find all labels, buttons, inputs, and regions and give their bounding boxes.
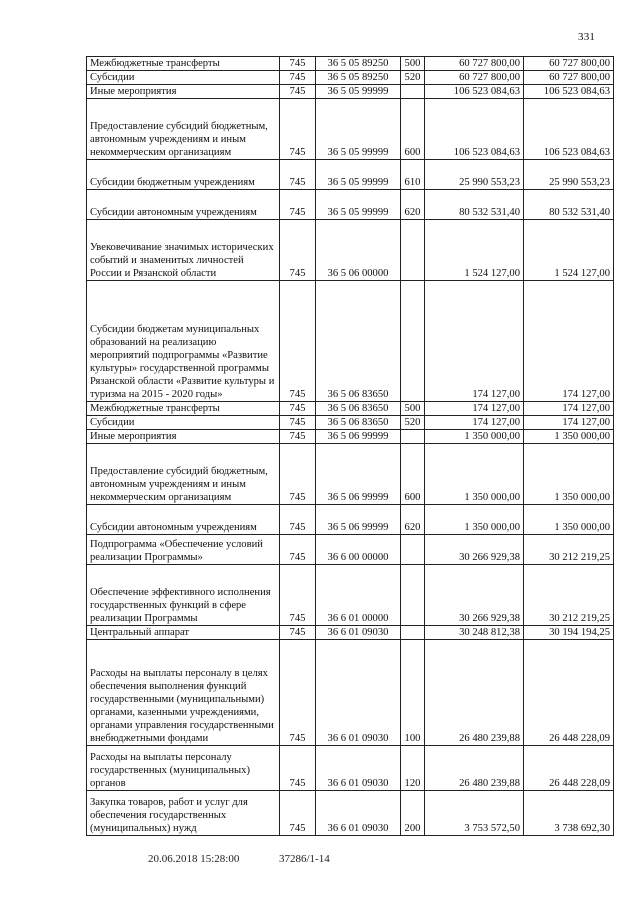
dept-code: 745 — [280, 626, 316, 640]
row-name: Расходы на выплаты персоналу в целях обеспечения выполнения функций государственными (муниципальными) органами, казенными учреждениями, органами управления государственными внебюджетными фондами — [87, 640, 280, 746]
dept-code: 745 — [280, 220, 316, 281]
table-row — [87, 71, 614, 85]
target-article: 36 6 01 09030 — [316, 626, 401, 640]
amount-2018: 1 350 000,00 — [425, 430, 524, 444]
dept-code: 745 — [280, 430, 316, 444]
amount-2019: 1 350 000,00 — [524, 444, 614, 505]
table-row — [87, 505, 614, 535]
amount-2019: 26 448 228,09 — [524, 640, 614, 746]
amount-2018: 80 532 531,40 — [425, 190, 524, 220]
expense-type: 620 — [401, 190, 425, 220]
table-row — [87, 281, 614, 402]
dept-code: 745 — [280, 535, 316, 565]
amount-2019: 174 127,00 — [524, 416, 614, 430]
row-name: Предоставление субсидий бюджетным, автономным учреждениям и иным некоммерческим организациям — [87, 99, 280, 160]
dept-code: 745 — [280, 57, 316, 71]
row-name: Межбюджетные трансферты — [87, 57, 280, 71]
amount-2018: 1 524 127,00 — [425, 220, 524, 281]
row-name: Закупка товаров, работ и услуг для обеспечения государственных (муниципальных) нужд — [87, 791, 280, 836]
amount-2018: 1 350 000,00 — [425, 505, 524, 535]
dept-code: 745 — [280, 85, 316, 99]
amount-2018: 174 127,00 — [425, 402, 524, 416]
table-row — [87, 535, 614, 565]
expense-type — [401, 281, 425, 402]
table-row — [87, 565, 614, 626]
amount-2019: 3 738 692,30 — [524, 791, 614, 836]
expense-type — [401, 535, 425, 565]
table-row — [87, 402, 614, 416]
expense-type: 520 — [401, 71, 425, 85]
target-article: 36 5 06 99999 — [316, 505, 401, 535]
expense-type: 500 — [401, 402, 425, 416]
row-name: Межбюджетные трансферты — [87, 402, 280, 416]
dept-code: 745 — [280, 640, 316, 746]
table-row — [87, 99, 614, 160]
target-article: 36 6 01 00000 — [316, 565, 401, 626]
row-name: Подпрограмма «Обеспечение условий реализации Программы» — [87, 535, 280, 565]
amount-2018: 60 727 800,00 — [425, 57, 524, 71]
expense-type — [401, 220, 425, 281]
table-row — [87, 444, 614, 505]
row-name: Обеспечение эффективного исполнения государственных функций в сфере реализации Программы — [87, 565, 280, 626]
amount-2019: 1 350 000,00 — [524, 430, 614, 444]
budget-table — [86, 56, 614, 836]
dept-code: 745 — [280, 416, 316, 430]
dept-code: 745 — [280, 565, 316, 626]
amount-2018: 60 727 800,00 — [425, 71, 524, 85]
expense-type: 520 — [401, 416, 425, 430]
target-article: 36 5 06 00000 — [316, 220, 401, 281]
row-name: Субсидии бюджетным учреждениям — [87, 160, 280, 190]
amount-2019: 1 350 000,00 — [524, 505, 614, 535]
amount-2018: 30 248 812,38 — [425, 626, 524, 640]
dept-code: 745 — [280, 791, 316, 836]
table-row — [87, 57, 614, 71]
expense-type: 620 — [401, 505, 425, 535]
amount-2018: 30 266 929,38 — [425, 565, 524, 626]
target-article: 36 5 06 83650 — [316, 416, 401, 430]
table-row — [87, 160, 614, 190]
row-name: Иные мероприятия — [87, 430, 280, 444]
row-name: Субсидии — [87, 71, 280, 85]
amount-2019: 106 523 084,63 — [524, 85, 614, 99]
target-article: 36 6 01 09030 — [316, 746, 401, 791]
amount-2019: 174 127,00 — [524, 281, 614, 402]
table-row — [87, 416, 614, 430]
table-row — [87, 85, 614, 99]
amount-2018: 26 480 239,88 — [425, 640, 524, 746]
row-name: Субсидии автономным учреждениям — [87, 190, 280, 220]
target-article: 36 5 06 83650 — [316, 281, 401, 402]
dept-code: 745 — [280, 746, 316, 791]
amount-2019: 26 448 228,09 — [524, 746, 614, 791]
dept-code: 745 — [280, 71, 316, 85]
amount-2019: 60 727 800,00 — [524, 71, 614, 85]
target-article: 36 6 01 09030 — [316, 791, 401, 836]
target-article: 36 5 05 89250 — [316, 57, 401, 71]
amount-2019: 25 990 553,23 — [524, 160, 614, 190]
dept-code: 745 — [280, 444, 316, 505]
expense-type: 200 — [401, 791, 425, 836]
amount-2018: 26 480 239,88 — [425, 746, 524, 791]
table-row — [87, 746, 614, 791]
row-name: Увековечивание значимых исторических событий и знаменитых личностей России и Рязанской области — [87, 220, 280, 281]
table-row — [87, 430, 614, 444]
expense-type — [401, 430, 425, 444]
amount-2018: 1 350 000,00 — [425, 444, 524, 505]
expense-type: 600 — [401, 99, 425, 160]
expense-type: 500 — [401, 57, 425, 71]
target-article: 36 5 05 99999 — [316, 190, 401, 220]
amount-2018: 25 990 553,23 — [425, 160, 524, 190]
amount-2018: 174 127,00 — [425, 281, 524, 402]
expense-type: 610 — [401, 160, 425, 190]
target-article: 36 5 05 99999 — [316, 99, 401, 160]
dept-code: 745 — [280, 281, 316, 402]
row-name: Субсидии — [87, 416, 280, 430]
table-row — [87, 791, 614, 836]
amount-2019: 30 212 219,25 — [524, 565, 614, 626]
amount-2019: 30 194 194,25 — [524, 626, 614, 640]
table-row — [87, 190, 614, 220]
expense-type — [401, 85, 425, 99]
dept-code: 745 — [280, 160, 316, 190]
amount-2019: 106 523 084,63 — [524, 99, 614, 160]
target-article: 36 5 06 83650 — [316, 402, 401, 416]
amount-2018: 30 266 929,38 — [425, 535, 524, 565]
amount-2018: 174 127,00 — [425, 416, 524, 430]
row-name: Расходы на выплаты персоналу государственных (муниципальных) органов — [87, 746, 280, 791]
target-article: 36 5 06 99999 — [316, 444, 401, 505]
target-article: 36 6 00 00000 — [316, 535, 401, 565]
expense-type: 100 — [401, 640, 425, 746]
amount-2019: 60 727 800,00 — [524, 57, 614, 71]
dept-code: 745 — [280, 99, 316, 160]
footer-timestamp: 20.06.2018 15:28:00 — [148, 853, 240, 865]
amount-2019: 1 524 127,00 — [524, 220, 614, 281]
expense-type: 600 — [401, 444, 425, 505]
row-name: Центральный аппарат — [87, 626, 280, 640]
amount-2019: 30 212 219,25 — [524, 535, 614, 565]
row-name: Субсидии автономным учреждениям — [87, 505, 280, 535]
target-article: 36 5 05 99999 — [316, 85, 401, 99]
row-name: Иные мероприятия — [87, 85, 280, 99]
table-row — [87, 626, 614, 640]
row-name: Субсидии бюджетам муниципальных образований на реализацию мероприятий подпрограммы «Развитие культуры» государственной программы Рязанской области «Развитие культуры и туризма на 2015 - 2020 годы» — [87, 281, 280, 402]
target-article: 36 5 05 89250 — [316, 71, 401, 85]
amount-2018: 106 523 084,63 — [425, 99, 524, 160]
target-article: 36 5 05 99999 — [316, 160, 401, 190]
page-number: 331 — [578, 31, 596, 43]
dept-code: 745 — [280, 402, 316, 416]
expense-type — [401, 626, 425, 640]
expense-type: 120 — [401, 746, 425, 791]
footer-doc-number: 37286/1-14 — [279, 853, 330, 865]
amount-2018: 3 753 572,50 — [425, 791, 524, 836]
target-article: 36 5 06 99999 — [316, 430, 401, 444]
amount-2019: 80 532 531,40 — [524, 190, 614, 220]
row-name: Предоставление субсидий бюджетным, автономным учреждениям и иным некоммерческим организациям — [87, 444, 280, 505]
target-article: 36 6 01 09030 — [316, 640, 401, 746]
dept-code: 745 — [280, 505, 316, 535]
dept-code: 745 — [280, 190, 316, 220]
amount-2019: 174 127,00 — [524, 402, 614, 416]
table-row — [87, 220, 614, 281]
expense-type — [401, 565, 425, 626]
amount-2018: 106 523 084,63 — [425, 85, 524, 99]
table-row — [87, 640, 614, 746]
